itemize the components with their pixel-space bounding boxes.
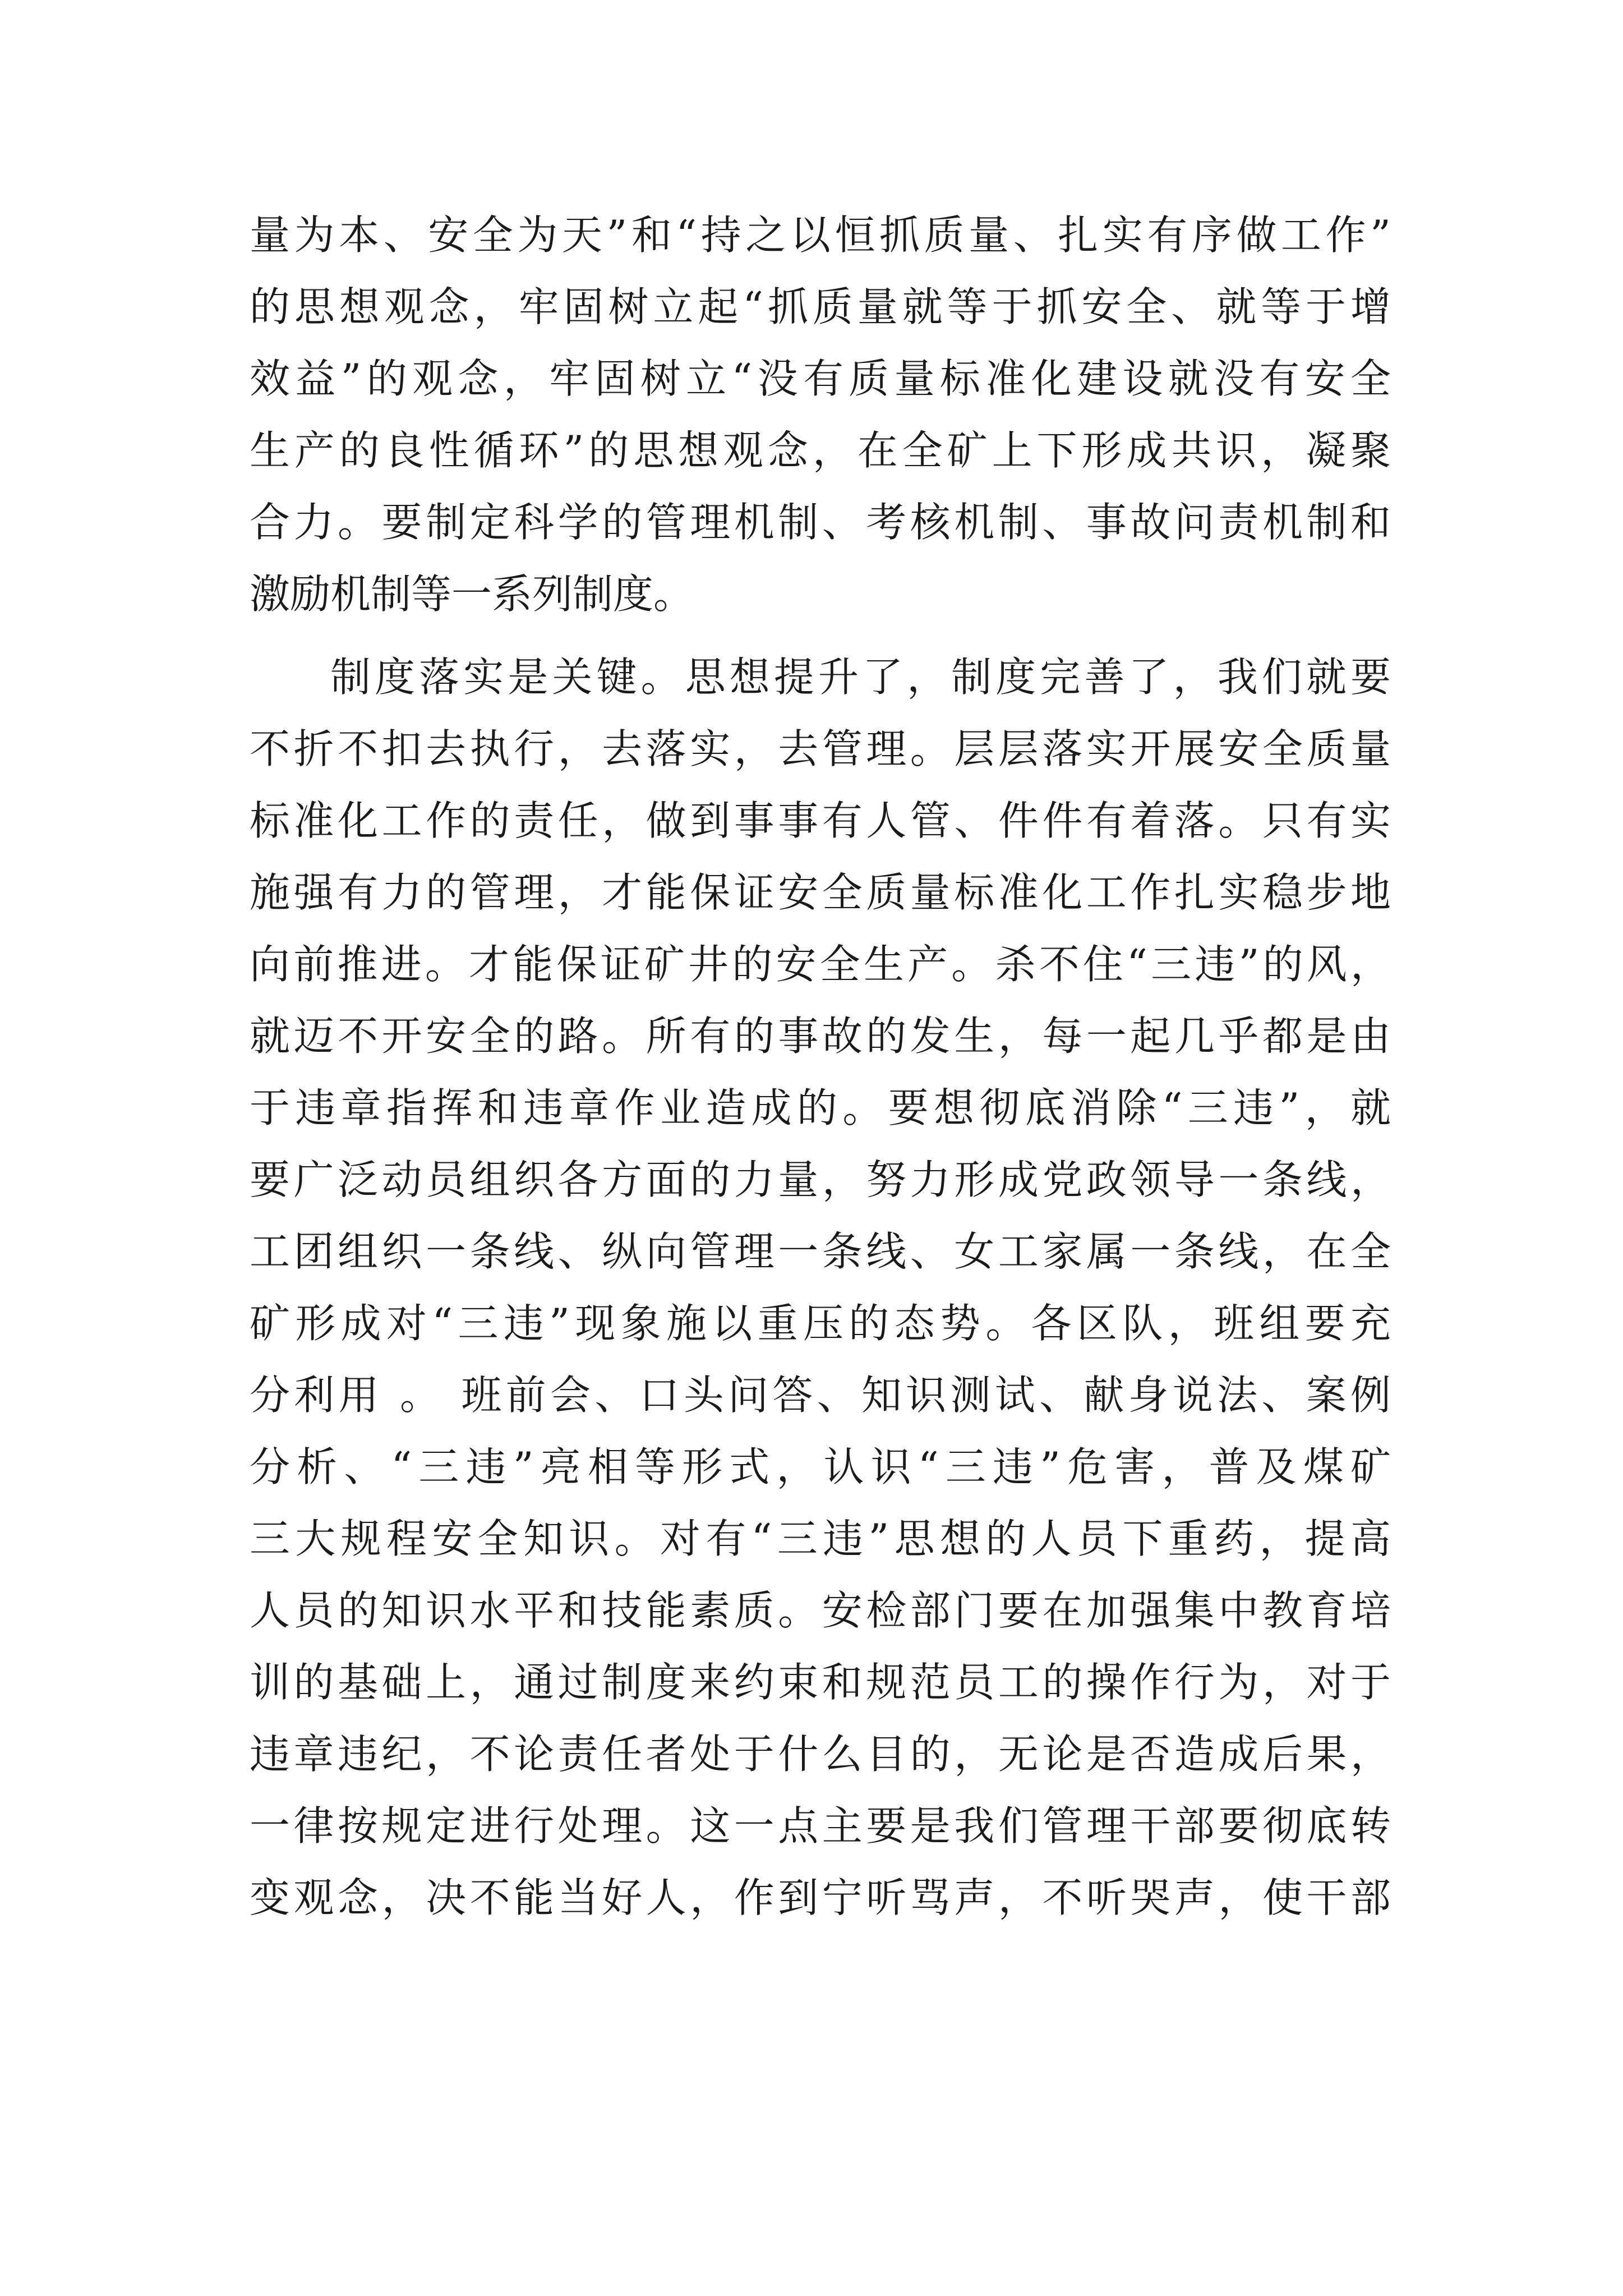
paragraph-2-line-7: 于违章指挥和违章作业造成的。要想彻底消除“三违”，就 <box>250 1084 1391 1131</box>
paragraph-2-line-13: 三大规程安全知识。对有“三违”思想的人员下重药，提高 <box>250 1515 1391 1562</box>
paragraph-1-line-4: 生产的良性循环”的思想观念，在全矿上下形成共识，凝聚 <box>250 427 1391 474</box>
paragraph-2-line-9: 工团组织一条线、纵向管理一条线、女工家属一条线，在全 <box>250 1228 1391 1275</box>
paragraph-2-line-18: 变观念，决不能当好人，作到宁听骂声，不听哭声，使干部 <box>250 1874 1391 1921</box>
body-text <box>250 199 1391 1934</box>
paragraph-2-line-3: 标准化工作的责任，做到事事有人管、件件有着落。只有实 <box>250 797 1391 844</box>
paragraph-2-line-2: 不折不扣去执行，去落实，去管理。层层落实开展安全质量 <box>250 725 1391 772</box>
paragraph-2-line-4: 施强有力的管理，才能保证安全质量标准化工作扎实稳步地 <box>250 869 1391 916</box>
paragraph-2-line-1: 制度落实是关键。思想提升了，制度完善了，我们就要 <box>330 654 1391 701</box>
paragraph-2-line-6: 就迈不开安全的路。所有的事故的发生，每一起几乎都是由 <box>250 1013 1391 1060</box>
paragraph-1-line-2: 的思想观念，牢固树立起“抓质量就等于抓安全、就等于增 <box>250 283 1391 330</box>
paragraph-2-line-12: 分析、“三违”亮相等形式，认识“三违”危害，普及煤矿 <box>250 1443 1391 1490</box>
paragraph-2-line-17: 一律按规定进行处理。这一点主要是我们管理干部要彻底转 <box>250 1802 1391 1849</box>
paragraph-2-line-5: 向前推进。才能保证矿井的安全生产。杀不住“三违”的风， <box>250 941 1391 988</box>
paragraph-1-line-5: 合力。要制定科学的管理机制、考核机制、事故问责机制和 <box>250 499 1391 546</box>
paragraph-2-line-8: 要广泛动员组织各方面的力量，努力形成党政领导一条线， <box>250 1156 1391 1203</box>
paragraph-2-line-16: 违章违纪，不论责任者处于什么目的，无论是否造成后果， <box>250 1731 1391 1778</box>
paragraph-1-line-6: 激励机制等一系列制度。 <box>250 570 694 618</box>
paragraph-gap <box>250 630 1391 641</box>
paragraph-1-line-1: 量为本、安全为天”和“持之以恒抓质量、扎实有序做工作” <box>250 211 1391 259</box>
paragraph-1-line-3: 效益”的观念，牢固树立“没有质量标准化建设就没有安全 <box>250 355 1391 402</box>
paragraph-2-line-15: 训的基础上，通过制度来约束和规范员工的操作行为，对于 <box>250 1659 1391 1706</box>
paragraph-2-line-11: 分利用 。 班前会、口头问答、知识测试、献身说法、案例 <box>250 1372 1391 1419</box>
paragraph-2-line-10: 矿形成对“三违”现象施以重压的态势。各区队，班组要充 <box>250 1300 1391 1347</box>
paragraph-2-line-14: 人员的知识水平和技能素质。安检部门要在加强集中教育培 <box>250 1587 1391 1634</box>
